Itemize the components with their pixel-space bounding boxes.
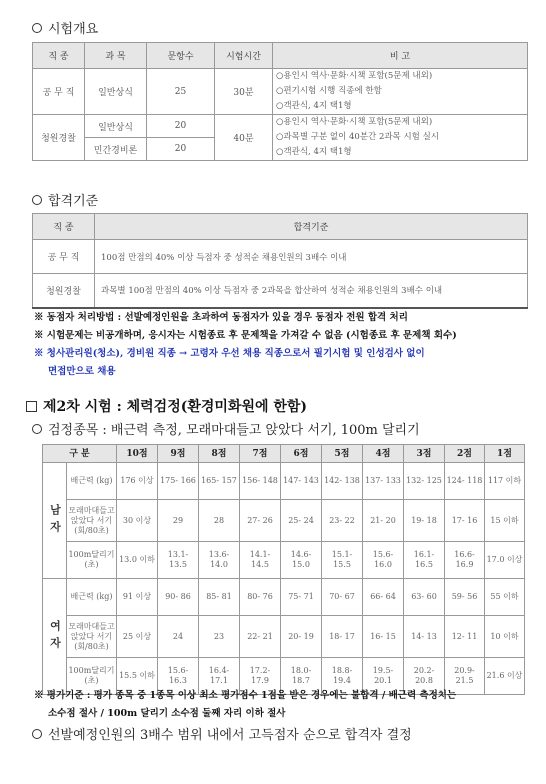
subject-cell: 일반상식 <box>85 115 147 138</box>
header-score-4: 4점 <box>363 445 404 463</box>
table-row <box>43 579 525 616</box>
section-final-selection-title: 선발예정인원의 3배수 범위 내에서 고득점자 순으로 합격자 결정 <box>32 724 412 743</box>
score-cell: 25- 24 <box>281 500 322 542</box>
note-elderly-priority-cont: 면접만으로 채용 <box>48 366 116 377</box>
square-bullet-icon <box>26 401 37 412</box>
table-row <box>43 616 525 658</box>
header-subject: 과 목 <box>85 43 147 69</box>
circle-bullet-icon <box>32 729 42 739</box>
item-100m-run: 100m달리기 (초) <box>67 542 117 579</box>
score-cell: 59- 56 <box>445 579 485 616</box>
score-cell: 28 <box>199 500 240 542</box>
criteria-cell: 100점 만점의 40% 이상 득점자 중 성적순 채용인원의 3배수 이내 <box>95 240 528 274</box>
section-test-items-title: 검정종목 : 배근력 측정, 모래마대들고 앉았다 서기, 100m 달리기 <box>32 419 420 438</box>
circle-bullet-icon <box>32 23 42 33</box>
evaluation-criteria-note: ※ 평가기준 : 평가 종목 중 1종목 이상 최소 평가점수 1점을 받은 경우에는 불합격 / 배근력 측정치는 소수점 절사 / 100m 달리기 소수점 둘째 자리 이하 절사 <box>34 690 457 719</box>
score-cell: 15 이하 <box>485 500 525 542</box>
notes-cell: ○용인시 역사·문화·시책 포함(5문제 내외) ○과목별 구분 없이 40분간 2과목 시험 실시 ○객관식, 4지 택1형 <box>273 115 528 161</box>
score-cell: 156- 148 <box>240 463 281 500</box>
score-cell: 20.2- 20.8 <box>404 658 445 695</box>
score-cell: 15.5 이하 <box>117 658 158 695</box>
table-row <box>43 542 525 579</box>
score-cell: 15.6- 16.3 <box>158 658 199 695</box>
table-row <box>33 240 528 274</box>
pass-criteria-table <box>32 213 528 309</box>
table-row <box>43 463 525 500</box>
score-cell: 90- 86 <box>158 579 199 616</box>
score-cell: 16.6- 16.9 <box>445 542 485 579</box>
header-score-3: 3점 <box>404 445 445 463</box>
fitness-score-table <box>42 444 525 695</box>
subject-cell: 민간경비론 <box>85 138 147 161</box>
header-criteria: 합격기준 <box>95 214 528 240</box>
score-cell: 15.1- 15.5 <box>322 542 363 579</box>
score-cell: 27- 26 <box>240 500 281 542</box>
score-cell: 16.1- 16.5 <box>404 542 445 579</box>
score-cell: 24 <box>158 616 199 658</box>
score-cell: 14.1- 14.5 <box>240 542 281 579</box>
section-second-exam-title: 제2차 시험 : 체력검정(환경미화원에 한함) <box>26 396 307 416</box>
subject-cell: 일반상식 <box>85 69 147 115</box>
gender-female-label: 여자 <box>43 579 67 695</box>
header-count: 문항수 <box>147 43 215 69</box>
job-cell: 청원경찰 <box>33 274 95 308</box>
note-elderly-priority: ※ 청사관리원(청소), 경비원 직종 → 고령자 우선 채용 직종으로서 필기시험 및 인성검사 없이 <box>34 348 425 359</box>
score-cell: 21- 20 <box>363 500 404 542</box>
section-pass-criteria-title: 합격기준 <box>32 190 98 209</box>
score-cell: 20.9- 21.5 <box>445 658 485 695</box>
table-row <box>33 115 528 138</box>
score-cell: 23 <box>199 616 240 658</box>
table-row <box>43 500 525 542</box>
item-back-strength: 배근력 (kg) <box>67 579 117 616</box>
header-score-9: 9점 <box>158 445 199 463</box>
score-cell: 17.2- 17.9 <box>240 658 281 695</box>
header-score-7: 7점 <box>240 445 281 463</box>
circle-bullet-icon <box>32 195 42 205</box>
score-cell: 17- 16 <box>445 500 485 542</box>
gender-male-label: 남자 <box>43 463 67 579</box>
score-cell: 85- 81 <box>199 579 240 616</box>
header-notes: 비 고 <box>273 43 528 69</box>
score-cell: 12- 11 <box>445 616 485 658</box>
job-cell: 청원경찰 <box>33 115 85 161</box>
note-tie-handling: ※ 동점자 처리방법 : 선발예정인원을 초과하여 동점자가 있을 경우 동점자 전원 합격 처리 <box>34 312 408 323</box>
score-cell: 63- 60 <box>404 579 445 616</box>
time-cell: 30분 <box>215 69 273 115</box>
score-cell: 142- 138 <box>322 463 363 500</box>
header-job: 직 종 <box>33 43 85 69</box>
note-nondisclosure: ※ 시험문제는 비공개하며, 응시자는 시험종료 후 문제책을 가져갈 수 없음 (시험종료 후 문제책 회수) <box>34 330 457 341</box>
count-cell: 20 <box>147 138 215 161</box>
score-cell: 176 이상 <box>117 463 158 500</box>
score-cell: 10 이하 <box>485 616 525 658</box>
score-cell: 17.0 이상 <box>485 542 525 579</box>
score-cell: 19- 18 <box>404 500 445 542</box>
circle-bullet-icon <box>32 424 42 434</box>
header-time: 시험시간 <box>215 43 273 69</box>
score-cell: 75- 71 <box>281 579 322 616</box>
score-cell: 30 이상 <box>117 500 158 542</box>
score-cell: 15.6- 16.0 <box>363 542 404 579</box>
count-cell: 20 <box>147 115 215 138</box>
header-score-8: 8점 <box>199 445 240 463</box>
header-category: 구 분 <box>43 445 117 463</box>
notes-cell: ○용인시 역사·문화·시책 포함(5문제 내외) ○편기시험 시행 직종에 한함 ○객관식, 4지 택1형 <box>273 69 528 115</box>
score-cell: 22- 21 <box>240 616 281 658</box>
score-cell: 13.6- 14.0 <box>199 542 240 579</box>
score-cell: 147- 143 <box>281 463 322 500</box>
score-cell: 14.6- 15.0 <box>281 542 322 579</box>
header-job: 직 종 <box>33 214 95 240</box>
score-cell: 13.0 이하 <box>117 542 158 579</box>
score-cell: 80- 76 <box>240 579 281 616</box>
score-cell: 132- 125 <box>404 463 445 500</box>
score-cell: 25 이상 <box>117 616 158 658</box>
score-cell: 23- 22 <box>322 500 363 542</box>
header-score-2: 2점 <box>445 445 485 463</box>
score-cell: 13.1- 13.5 <box>158 542 199 579</box>
score-cell: 29 <box>158 500 199 542</box>
score-cell: 91 이상 <box>117 579 158 616</box>
score-cell: 14- 13 <box>404 616 445 658</box>
job-cell: 공 무 직 <box>33 240 95 274</box>
score-cell: 66- 64 <box>363 579 404 616</box>
notes-block <box>34 309 457 381</box>
table-row <box>33 69 528 115</box>
score-cell: 20- 19 <box>281 616 322 658</box>
score-cell: 18.8- 19.4 <box>322 658 363 695</box>
score-cell: 55 이하 <box>485 579 525 616</box>
count-cell: 25 <box>147 69 215 115</box>
item-sandbag-squat: 모래마대들고 앉았다 서기 (회/80초) <box>67 616 117 658</box>
score-cell: 18.0- 18.7 <box>281 658 322 695</box>
criteria-cell: 과목별 100점 만점의 40% 이상 득점자 중 2과목을 합산하여 성적순 채용인원의 3배수 이내 <box>95 274 528 308</box>
score-cell: 16- 15 <box>363 616 404 658</box>
section-exam-overview-title: 시험개요 <box>32 18 98 37</box>
score-cell: 16.4- 17.1 <box>199 658 240 695</box>
exam-overview-table <box>32 42 528 161</box>
header-score-10: 10점 <box>117 445 158 463</box>
header-score-5: 5점 <box>322 445 363 463</box>
score-cell: 137- 133 <box>363 463 404 500</box>
header-score-6: 6점 <box>281 445 322 463</box>
score-cell: 21.6 이상 <box>485 658 525 695</box>
item-back-strength: 배근력 (kg) <box>67 463 117 500</box>
score-cell: 70- 67 <box>322 579 363 616</box>
score-cell: 19.5- 20.1 <box>363 658 404 695</box>
header-score-1: 1점 <box>485 445 525 463</box>
item-100m-run: 100m달리기 (초) <box>67 658 117 695</box>
score-cell: 18- 17 <box>322 616 363 658</box>
time-cell: 40분 <box>215 115 273 161</box>
score-cell: 175- 166 <box>158 463 199 500</box>
score-cell: 117 이하 <box>485 463 525 500</box>
table-row <box>33 274 528 308</box>
score-cell: 124- 118 <box>445 463 485 500</box>
item-sandbag-squat: 모래마대들고 앉았다 서기 (회/80초) <box>67 500 117 542</box>
job-cell: 공 무 직 <box>33 69 85 115</box>
score-cell: 165- 157 <box>199 463 240 500</box>
